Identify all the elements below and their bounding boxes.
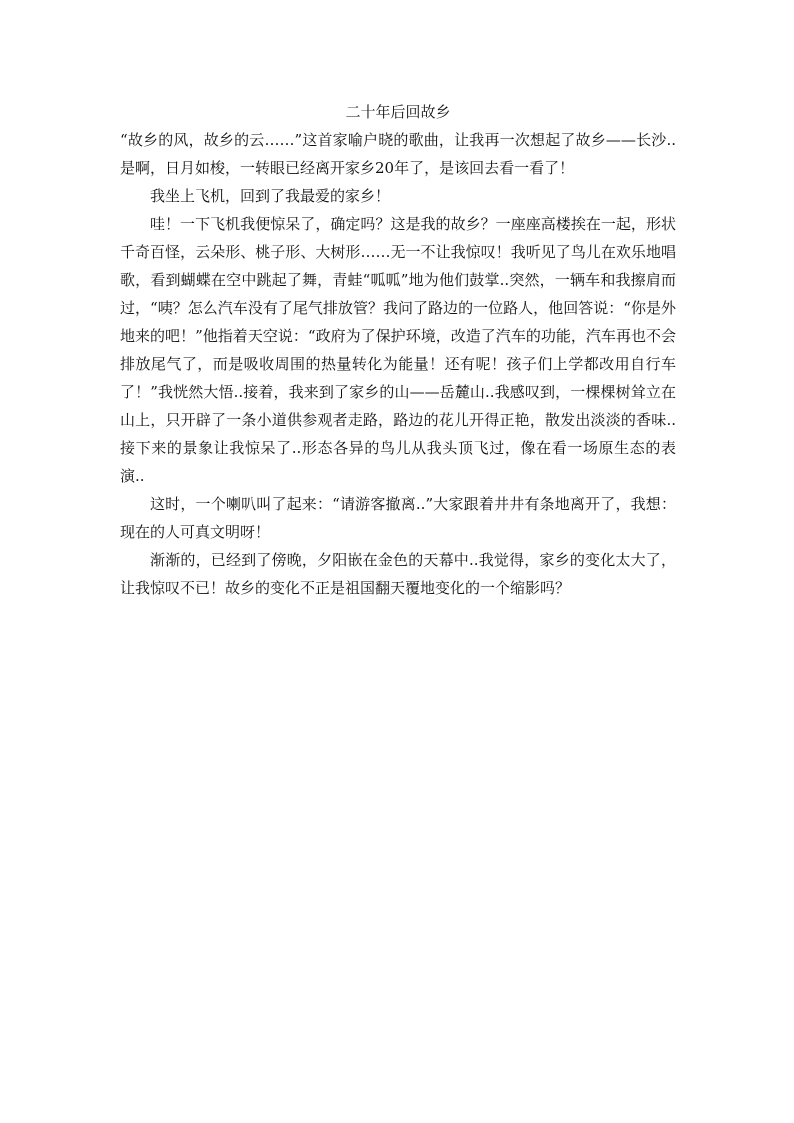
- document-page: [120, 98, 676, 602]
- paragraph-2: 我坐上飞机，回到了我最爱的家乡！: [150, 187, 391, 205]
- paragraph-3: 哇！一下飞机我便惊呆了，确定吗？这是我的故乡？一座座高楼挨在一起，形状千奇百怪，云朵形、桃子形、大树形……无一不让我惊叹！我听见了鸟儿在欢乐地唱歌，看到蝴蝶在空中跳起了舞，青蛙“呱呱”地为他们鼓掌..突然，一辆车和我擦肩而过，“咦？怎么汽车没有了尾气排放管？我问了路边的一位路人，他回答说：“你是外地来的吧！”他指着天空说：“政府为了保护环境，改造了汽车的功能，汽车再也不会排放尾气了，而是吸收周围的热量转化为能量！还有呢！孩子们上学都改用自行车了！”我恍然大悟..接着，我来到了家乡的山——岳麓山..我感叹到，一棵棵树耸立在山上，只开辟了一条小道供参观者走路，路边的花儿开得正艳，散发出淡淡的香味..接下来的景象让我惊呆了..形态各异的鸟儿从我头顶飞过，像在看一场原生态的表演..: [120, 215, 676, 485]
- paragraph-4: 这时，一个喇叭叫了起来：“请游客撤离..”大家跟着井井有条地离开了，我想：现在的人可真文明呀！: [120, 495, 676, 541]
- paragraph-5: 渐渐的，已经到了傍晚，夕阳嵌在金色的天幕中..我觉得，家乡的变化太大了，让我惊叹不已！故乡的变化不正是祖国翻天覆地变化的一个缩影吗？: [120, 551, 676, 597]
- essay-title: 二十年后回故乡: [345, 103, 451, 121]
- paragraph-1: “故乡的风，故乡的云……”这首家喻户晓的歌曲，让我再一次想起了故乡——长沙..是啊，日月如梭，一转眼已经离开家乡20年了，是该回去看一看了！: [120, 131, 676, 177]
